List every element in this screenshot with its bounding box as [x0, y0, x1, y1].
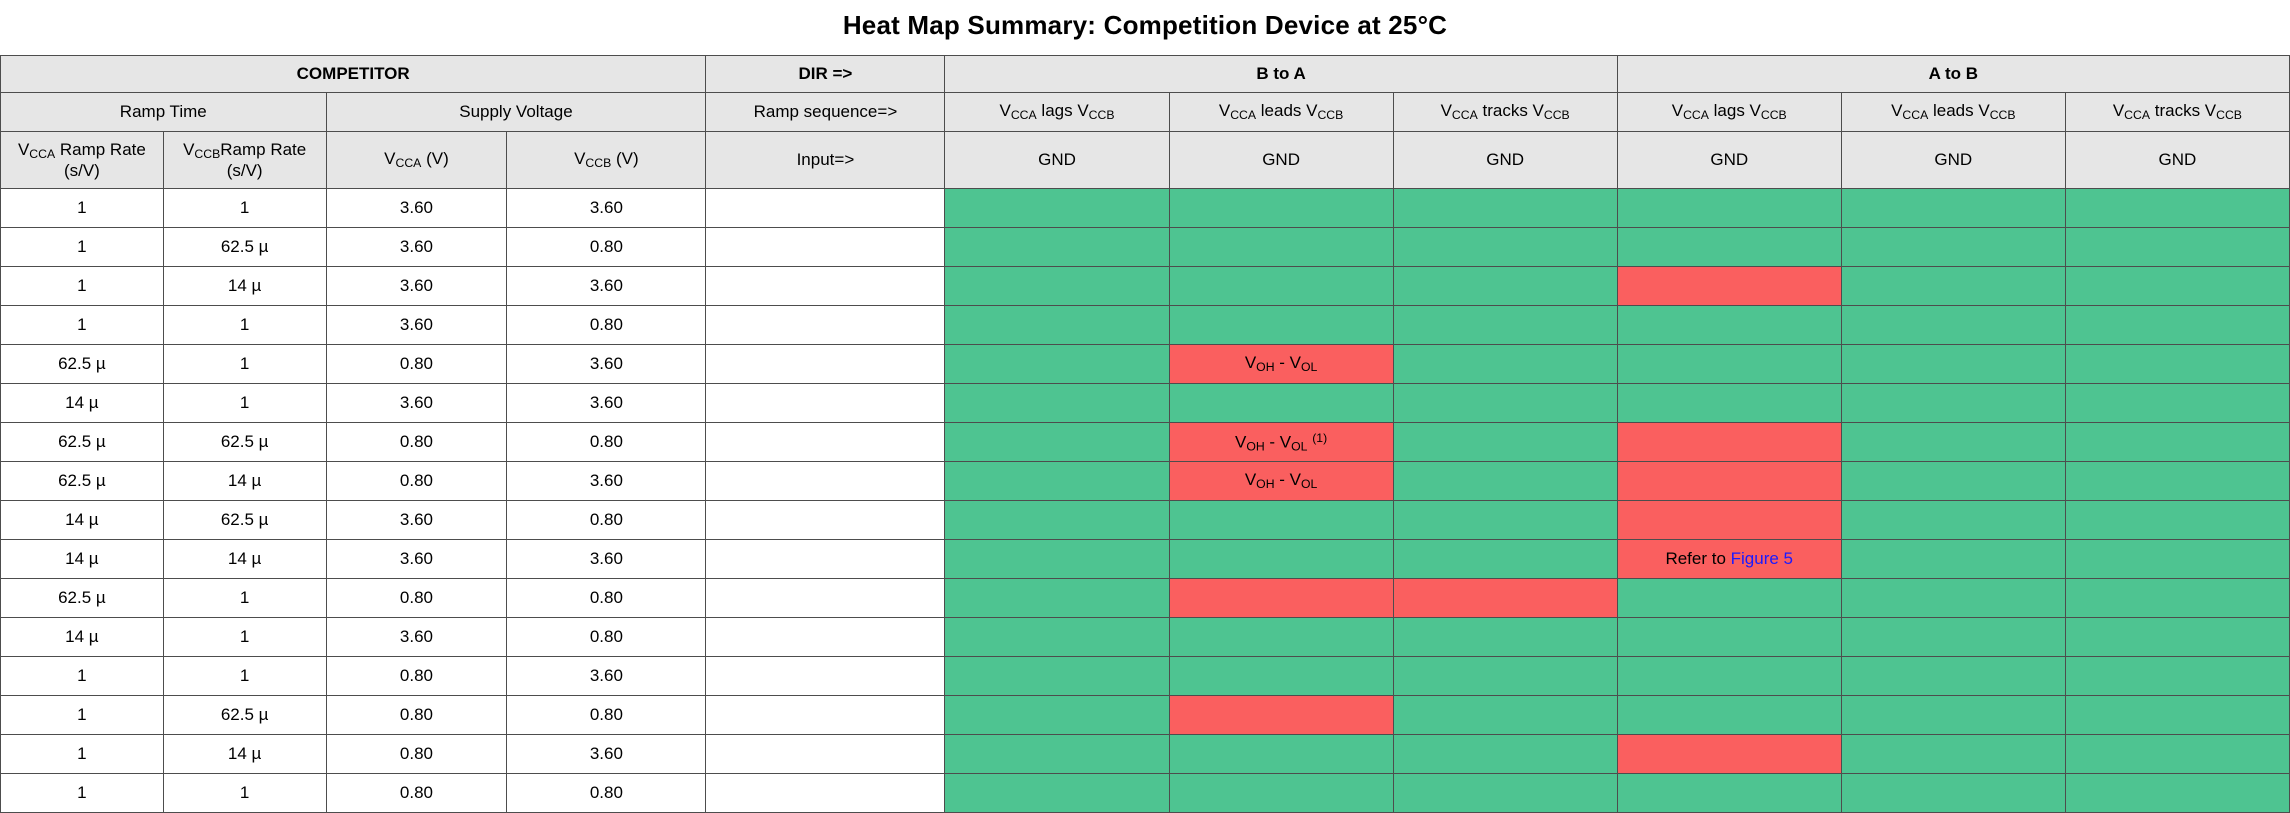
heatmap-cell — [945, 735, 1169, 774]
heatmap-cell — [1617, 306, 1841, 345]
heatmap-cell — [1617, 384, 1841, 423]
header-gnd-2: GND — [1169, 132, 1393, 189]
heatmap-cell — [2065, 501, 2289, 540]
ramp-rate-b: 14 µ — [163, 267, 326, 306]
heatmap-cell — [2065, 189, 2289, 228]
heatmap-cell — [1169, 540, 1393, 579]
input-cell — [706, 696, 945, 735]
table-row — [1, 696, 2290, 735]
header-gnd-3: GND — [1393, 132, 1617, 189]
vccb-value: 3.60 — [507, 189, 706, 228]
ramp-rate-b: 1 — [163, 189, 326, 228]
heatmap-cell — [2065, 306, 2289, 345]
heatmap-cell — [945, 267, 1169, 306]
heatmap-cell — [1617, 501, 1841, 540]
heatmap-cell — [2065, 345, 2289, 384]
ramp-rate-b: 1 — [163, 579, 326, 618]
header-vccb-ramp-rate: $V_{CCB}Ramp$ Rate (s/V) — [163, 132, 326, 189]
vcca-value: 0.80 — [326, 657, 507, 696]
heatmap-cell — [1393, 267, 1617, 306]
input-cell — [706, 540, 945, 579]
vcca-value: 0.80 — [326, 462, 507, 501]
heatmap-cell — [1841, 462, 2065, 501]
heatmap-cell — [1617, 267, 1841, 306]
heatmap-cell — [1617, 735, 1841, 774]
heatmap-cell — [1393, 228, 1617, 267]
heatmap-cell — [1617, 228, 1841, 267]
ramp-rate-b: 62.5 µ — [163, 423, 326, 462]
input-cell — [706, 228, 945, 267]
table-header — [1, 56, 2290, 189]
heatmap-cell — [2065, 540, 2289, 579]
heatmap-cell — [1841, 345, 2065, 384]
input-cell — [706, 501, 945, 540]
table-row — [1, 189, 2290, 228]
heatmap-cell — [945, 774, 1169, 813]
ramp-rate-a: 62.5 µ — [1, 345, 164, 384]
heatmap-cell: $V_{OH} - V_{OL}$ $^{(1)}$ — [1169, 423, 1393, 462]
table-row — [1, 228, 2290, 267]
heatmap-cell — [945, 540, 1169, 579]
heatmap-cell — [1617, 657, 1841, 696]
table-row — [1, 540, 2290, 579]
vcca-value: 3.60 — [326, 306, 507, 345]
vccb-value: 0.80 — [507, 501, 706, 540]
heatmap-cell — [1393, 540, 1617, 579]
table-row — [1, 774, 2290, 813]
header-b-to-a: B to A — [945, 56, 1617, 93]
heatmap-cell — [2065, 579, 2289, 618]
ramp-rate-b: 62.5 µ — [163, 501, 326, 540]
heatmap-cell — [2065, 462, 2289, 501]
ramp-rate-a: 14 µ — [1, 384, 164, 423]
ramp-rate-b: 62.5 µ — [163, 696, 326, 735]
heatmap-cell — [1393, 657, 1617, 696]
header-a-to-b: A to B — [1617, 56, 2289, 93]
vccb-value: 0.80 — [507, 228, 706, 267]
heatmap-cell — [1169, 306, 1393, 345]
heatmap-cell — [1841, 423, 2065, 462]
header-group-row — [1, 56, 2290, 93]
heatmap-cell: $V_{OH} - V_{OL}$ — [1169, 345, 1393, 384]
ramp-rate-a: 14 µ — [1, 618, 164, 657]
vccb-value: 3.60 — [507, 267, 706, 306]
header-atb-lags: $V_{CCA}$ lags $V_{CCB}$ — [1617, 93, 1841, 132]
ramp-rate-a: 1 — [1, 696, 164, 735]
vccb-value: 0.80 — [507, 423, 706, 462]
heatmap-cell — [1169, 501, 1393, 540]
heatmap-cell: Refer to Figure 5 — [1617, 540, 1841, 579]
ramp-rate-a: 62.5 µ — [1, 423, 164, 462]
input-cell — [706, 189, 945, 228]
heatmap-cell — [1841, 540, 2065, 579]
heatmap-cell — [1841, 696, 2065, 735]
input-cell — [706, 462, 945, 501]
ramp-rate-b: 1 — [163, 306, 326, 345]
header-dir: DIR => — [706, 56, 945, 93]
ramp-rate-a: 1 — [1, 267, 164, 306]
header-gnd-6: GND — [2065, 132, 2289, 189]
header-vcca-volts: $V_{CCA}$ (V) — [326, 132, 507, 189]
heatmap-cell — [2065, 384, 2289, 423]
ramp-rate-a: 62.5 µ — [1, 579, 164, 618]
header-gnd-1: GND — [945, 132, 1169, 189]
heatmap-cell — [1393, 735, 1617, 774]
heatmap-cell — [945, 384, 1169, 423]
vccb-value: 0.80 — [507, 306, 706, 345]
heatmap-cell — [2065, 696, 2289, 735]
input-cell — [706, 384, 945, 423]
ramp-rate-a: 62.5 µ — [1, 462, 164, 501]
heatmap-cell — [1169, 579, 1393, 618]
heatmap-cell — [1393, 501, 1617, 540]
heatmap-cell — [1841, 618, 2065, 657]
heatmap-cell — [1841, 228, 2065, 267]
ramp-rate-a: 1 — [1, 189, 164, 228]
input-cell — [706, 306, 945, 345]
heatmap-cell — [945, 579, 1169, 618]
vcca-value: 0.80 — [326, 345, 507, 384]
vcca-value: 0.80 — [326, 696, 507, 735]
figure-link[interactable]: Figure 5 — [1730, 549, 1794, 568]
heatmap-cell — [1393, 618, 1617, 657]
heatmap-cell — [1617, 696, 1841, 735]
input-cell — [706, 774, 945, 813]
heatmap-cell — [1393, 696, 1617, 735]
heatmap-cell — [1169, 618, 1393, 657]
vcca-value: 0.80 — [326, 735, 507, 774]
vcca-value: 0.80 — [326, 423, 507, 462]
vcca-value: 3.60 — [326, 267, 507, 306]
heatmap-cell — [2065, 735, 2289, 774]
heatmap-cell — [1393, 345, 1617, 384]
input-cell — [706, 735, 945, 774]
ramp-rate-a: 14 µ — [1, 501, 164, 540]
heatmap-cell — [945, 423, 1169, 462]
table-row — [1, 462, 2290, 501]
heatmap-cell — [1169, 384, 1393, 423]
input-cell — [706, 618, 945, 657]
ramp-rate-b: 62.5 µ — [163, 228, 326, 267]
header-ramp-time: Ramp Time — [1, 93, 327, 132]
vccb-value: 0.80 — [507, 618, 706, 657]
vccb-value: 3.60 — [507, 462, 706, 501]
vcca-value: 3.60 — [326, 618, 507, 657]
header-supply-voltage: Supply Voltage — [326, 93, 706, 132]
header-sub-row — [1, 93, 2290, 132]
heatmap-cell — [2065, 657, 2289, 696]
ramp-rate-b: 14 µ — [163, 735, 326, 774]
heatmap-cell: $V_{OH} - V_{OL}$ — [1169, 462, 1393, 501]
heatmap-cell — [2065, 774, 2289, 813]
heatmap-cell — [1841, 384, 2065, 423]
table-row — [1, 501, 2290, 540]
ramp-rate-b: 1 — [163, 774, 326, 813]
heatmap-cell — [1841, 501, 2065, 540]
heatmap-cell — [1841, 774, 2065, 813]
ramp-rate-b: 1 — [163, 618, 326, 657]
heatmap-cell — [1841, 267, 2065, 306]
heatmap-cell — [1841, 189, 2065, 228]
header-vccb-volts: $V_{CCB}$ (V) — [507, 132, 706, 189]
ramp-rate-a: 14 µ — [1, 540, 164, 579]
table-row — [1, 423, 2290, 462]
heatmap-cell — [1393, 189, 1617, 228]
heatmap-cell — [1617, 579, 1841, 618]
table-row — [1, 345, 2290, 384]
vccb-value: 0.80 — [507, 696, 706, 735]
heatmap-cell — [1393, 462, 1617, 501]
table-body — [1, 189, 2290, 813]
heatmap-cell — [945, 657, 1169, 696]
heatmap-cell — [1617, 345, 1841, 384]
ramp-rate-a: 1 — [1, 306, 164, 345]
heatmap-cell — [945, 501, 1169, 540]
input-cell — [706, 657, 945, 696]
heatmap-cell — [1393, 774, 1617, 813]
heatmap-cell — [945, 462, 1169, 501]
vcca-value: 3.60 — [326, 189, 507, 228]
heatmap-cell — [1169, 696, 1393, 735]
input-cell — [706, 423, 945, 462]
table-row — [1, 306, 2290, 345]
input-cell — [706, 579, 945, 618]
input-cell — [706, 345, 945, 384]
heatmap-cell — [1617, 189, 1841, 228]
vccb-value: 3.60 — [507, 540, 706, 579]
page-title: Heat Map Summary: Competition Device at 25°C — [842, 10, 1448, 40]
heatmap-cell — [1617, 774, 1841, 813]
ramp-rate-b: 1 — [163, 345, 326, 384]
heatmap-cell — [1841, 657, 2065, 696]
heatmap-cell — [1393, 579, 1617, 618]
heatmap-cell — [1393, 306, 1617, 345]
input-cell — [706, 267, 945, 306]
header-bta-tracks: $V_{CCA}$ tracks $V_{CCB}$ — [1393, 93, 1617, 132]
header-column-row — [1, 132, 2290, 189]
heatmap-cell — [1393, 423, 1617, 462]
heatmap-cell — [1841, 579, 2065, 618]
vcca-value: 0.80 — [326, 579, 507, 618]
heatmap-cell — [1169, 735, 1393, 774]
vcca-value: 0.80 — [326, 774, 507, 813]
vcca-value: 3.60 — [326, 501, 507, 540]
heatmap-cell — [1617, 462, 1841, 501]
header-competitor: COMPETITOR — [1, 56, 706, 93]
vccb-value: 3.60 — [507, 345, 706, 384]
vccb-value: 0.80 — [507, 774, 706, 813]
table-row — [1, 618, 2290, 657]
heatmap-cell — [945, 618, 1169, 657]
heatmap-cell — [1841, 735, 2065, 774]
heatmap-cell — [2065, 228, 2289, 267]
ramp-rate-b: 14 µ — [163, 540, 326, 579]
ramp-rate-a: 1 — [1, 735, 164, 774]
ramp-rate-a: 1 — [1, 657, 164, 696]
heatmap-cell — [945, 306, 1169, 345]
heatmap-cell — [2065, 423, 2289, 462]
heatmap-cell — [1841, 306, 2065, 345]
ramp-rate-b: 1 — [163, 384, 326, 423]
heatmap-cell — [1393, 384, 1617, 423]
header-atb-leads: $V_{CCA}$ leads $V_{CCB}$ — [1841, 93, 2065, 132]
heatmap-cell — [1169, 267, 1393, 306]
heatmap-cell — [1169, 774, 1393, 813]
heatmap-cell — [1617, 618, 1841, 657]
vccb-value: 3.60 — [507, 735, 706, 774]
heatmap-cell — [1617, 423, 1841, 462]
heatmap-cell — [2065, 618, 2289, 657]
heatmap-cell — [1169, 228, 1393, 267]
ramp-rate-b: 1 — [163, 657, 326, 696]
heatmap-cell — [945, 345, 1169, 384]
heatmap-cell — [945, 696, 1169, 735]
table-row — [1, 579, 2290, 618]
heat-map-table — [0, 55, 2290, 813]
header-gnd-5: GND — [1841, 132, 2065, 189]
header-atb-tracks: $V_{CCA}$ tracks $V_{CCB}$ — [2065, 93, 2289, 132]
header-bta-lags: $V_{CCA}$ lags $V_{CCB}$ — [945, 93, 1169, 132]
ramp-rate-a: 1 — [1, 774, 164, 813]
header-gnd-4: GND — [1617, 132, 1841, 189]
table-row — [1, 384, 2290, 423]
vcca-value: 3.60 — [326, 384, 507, 423]
table-row — [1, 267, 2290, 306]
header-input: Input=> — [706, 132, 945, 189]
heatmap-cell — [1169, 657, 1393, 696]
heatmap-cell — [945, 228, 1169, 267]
header-ramp-sequence: Ramp sequence=> — [706, 93, 945, 132]
ramp-rate-b: 14 µ — [163, 462, 326, 501]
header-bta-leads: $V_{CCA}$ leads $V_{CCB}$ — [1169, 93, 1393, 132]
heatmap-cell — [945, 189, 1169, 228]
vccb-value: 0.80 — [507, 579, 706, 618]
table-row — [1, 657, 2290, 696]
header-vcca-ramp-rate: $V_{CCA}$ Ramp Rate (s/V) — [1, 132, 164, 189]
vcca-value: 3.60 — [326, 540, 507, 579]
vcca-value: 3.60 — [326, 228, 507, 267]
vccb-value: 3.60 — [507, 384, 706, 423]
ramp-rate-a: 1 — [1, 228, 164, 267]
table-row — [1, 735, 2290, 774]
vccb-value: 3.60 — [507, 657, 706, 696]
heatmap-cell — [1169, 189, 1393, 228]
heatmap-cell — [2065, 267, 2289, 306]
